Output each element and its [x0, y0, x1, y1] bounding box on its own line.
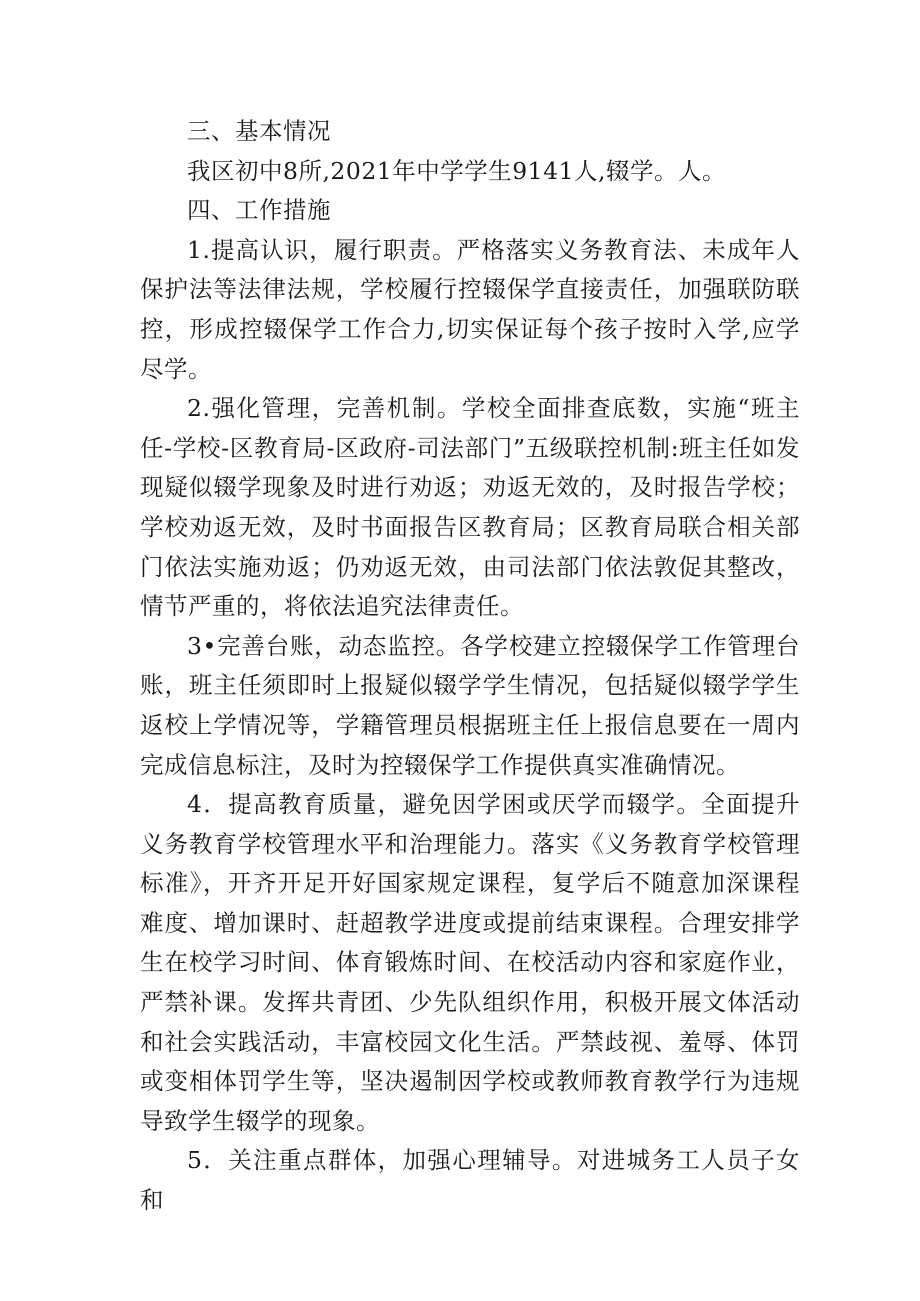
section-heading-basic-situation: 三、基本情况	[187, 117, 331, 145]
paragraph-basic-situation: 我区初中8所,2021年中学学生9141人,辍学。人。	[187, 156, 727, 185]
paragraph-measure-4: 4．提高教育质量，避免因学困或厌学而辍学。全面提升义务教育学校管理水平和治理能力。落实《义务教育学校管理标准》，开齐开足开好国家规定课程，复学后不随意加深课程难度、增加课时、赶超教学进度或提前结束课程。合理安排学生在校学习时间、体育锻炼时间、在校活动内容和家庭作业，严禁补课。发挥共青团、少先队组织作用，积极开展文体活动和社会实践活动，丰富校园文化生活。严禁歧视、羞辱、体罚或变相体罚学生等，坚决遏制因学校或教师教育教学行为违规导致学生辍学的现象。	[140, 790, 800, 1135]
paragraph-measure-1: 1.提高认识，履行职责。严格落实义务教育法、未成年人保护法等法律法规，学校履行控辍保学直接责任，加强联防联控，形成控辍保学工作合力,切实保证每个孩子按时入学,应学尽学。	[140, 235, 800, 383]
document-body	[140, 112, 800, 1221]
paragraph-measure-2: 2.强化管理，完善机制。学校全面排查底数，实施“班主任-学校-区教育局-区政府-司法部门”五级联控机制:班主任如发现疑似辍学现象及时进行劝返；劝返无效的，及时报告学校；学校劝返无效，及时书面报告区教育局；区教育局联合相关部门依法实施劝返；仍劝返无效，由司法部门依法敦促其整改，情节严重的，将依法追究法律责任。	[140, 394, 800, 621]
section-heading-work-measures: 四、工作措施	[187, 196, 331, 225]
paragraph-measure-3: 3•完善台账，动态监控。各学校建立控辍保学工作管理台账，班主任须即时上报疑似辍学学生情况，包括疑似辍学学生返校上学情况等，学籍管理员根据班主任上报信息要在一周内完成信息标注，及时为控辍保学工作提供真实准确情况。	[140, 631, 800, 779]
paragraph-measure-5: 5．关注重点群体，加强心理辅导。对进城务工人员子女和	[140, 1146, 800, 1215]
